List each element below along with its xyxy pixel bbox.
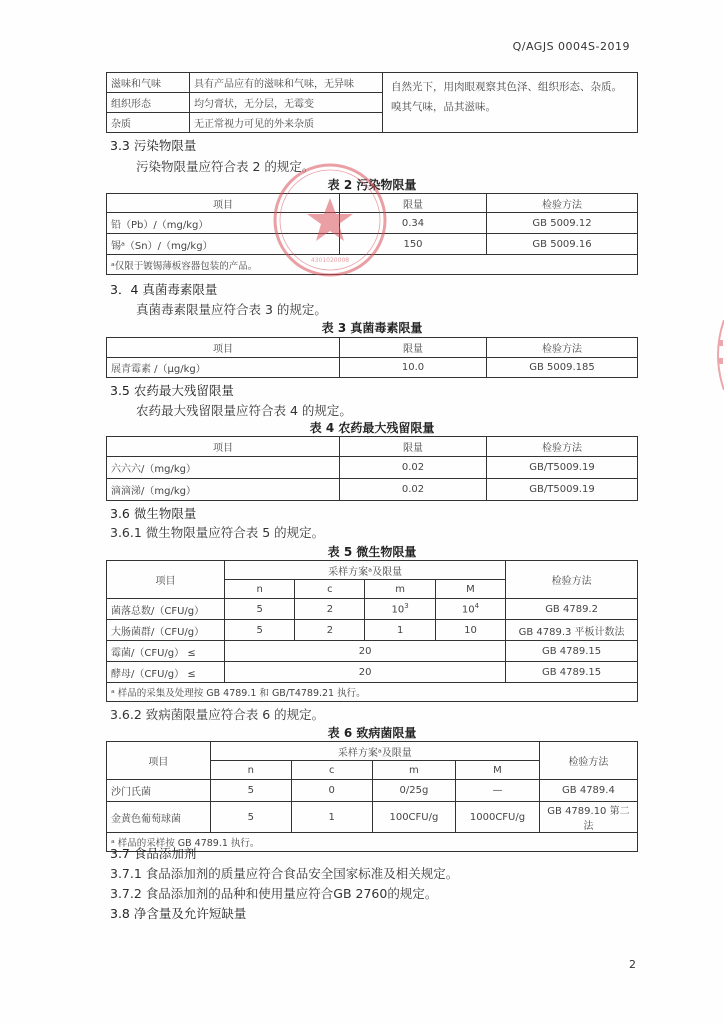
table-cell: —	[456, 780, 540, 802]
paragraph: 3.6.2 致病菌限量应符合表 6 的规定。	[110, 707, 325, 722]
table-subheader: m	[365, 580, 435, 599]
table-cell: 5	[225, 620, 295, 641]
table-cell: GB 4789.10 第二法	[539, 802, 637, 833]
table-header: 检验方法	[487, 194, 638, 213]
table-header: 项目	[107, 338, 340, 358]
table-header: 检验方法	[487, 338, 638, 358]
table-cell: 2	[295, 620, 365, 641]
table-cell: 金黄色葡萄球菌	[107, 802, 211, 833]
sensory-value: 具有产品应有的滋味和气味，无异味	[190, 73, 383, 93]
table-cell: 10	[435, 620, 505, 641]
table-caption: 表 5 微生物限量	[327, 545, 417, 559]
table-cell: 1000CFU/g	[456, 802, 540, 833]
table-header: 检验方法	[506, 561, 638, 599]
cell-exponent: 4	[474, 602, 480, 611]
table-cell: 20	[225, 662, 506, 683]
page-number: 2	[629, 958, 636, 971]
table-cell: 酵母/（CFU/g） ≤	[107, 662, 225, 683]
cell-base: 10	[461, 604, 475, 616]
table-cell: GB 5009.16	[487, 234, 638, 255]
table-note: ᵃ仅限于镀锡薄板容器包装的产品。	[107, 255, 638, 275]
sensory-label: 杂质	[107, 113, 190, 133]
section-heading: 3.8 净含量及允许短缺量	[110, 906, 247, 921]
mycotoxin-table	[106, 337, 638, 378]
table-subheader: m	[372, 761, 455, 780]
sensory-value: 均匀膏状，无分层，无霉变	[190, 93, 383, 113]
table-cell: 0	[291, 780, 372, 802]
table-subheader: M	[435, 580, 505, 599]
table-cell: 展青霉素 /（μg/kg）	[107, 358, 340, 378]
paragraph: 真菌毒素限量应符合表 3 的规定。	[136, 302, 327, 317]
table-cell: GB 4789.4	[539, 780, 637, 802]
paragraph: 农药最大残留限量应符合表 4 的规定。	[136, 403, 352, 418]
table-cell: GB 4789.15	[506, 662, 638, 683]
table-cell	[365, 599, 435, 620]
table-caption: 表 4 农药最大残留限量	[309, 421, 435, 435]
table-subheader: n	[225, 580, 295, 599]
table-subheader: n	[210, 761, 291, 780]
table-cell: GB 4789.3 平板计数法	[506, 620, 638, 641]
table-cell: 滴滴涕/（mg/kg）	[107, 479, 340, 501]
cell-exponent: 3	[404, 602, 409, 611]
table-cell: 5	[225, 599, 295, 620]
table-header: 采样方案ᵃ及限量	[210, 742, 539, 761]
table-cell: GB/T5009.19	[487, 457, 638, 479]
sensory-label: 组织形态	[107, 93, 190, 113]
table-cell: 菌落总数/（CFU/g）	[107, 599, 225, 620]
table-subheader: c	[295, 580, 365, 599]
table-header: 限量	[340, 194, 487, 213]
table-cell: 10.0	[340, 358, 487, 378]
table-cell: 150	[340, 234, 487, 255]
table-cell: GB/T5009.19	[487, 479, 638, 501]
table-cell: 0.34	[340, 213, 487, 234]
table-cell: GB 4789.2	[506, 599, 638, 620]
table-note: ᵃ 样品的采集及处理按 GB 4789.1 和 GB/T4789.21 执行。	[107, 683, 638, 702]
table-header: 检验方法	[539, 742, 637, 780]
pathogen-table	[106, 741, 638, 852]
table-cell: 1	[365, 620, 435, 641]
table-cell: 20	[225, 641, 506, 662]
microbe-table	[106, 560, 638, 702]
table-cell: 2	[295, 599, 365, 620]
pesticide-table	[106, 436, 638, 501]
svg-text:4301020008: 4301020008	[310, 257, 350, 264]
contaminant-table	[106, 193, 638, 275]
table-cell: 沙门氏菌	[107, 780, 211, 802]
table-note: ᵃ 样品的采样按 GB 4789.1 执行。	[107, 833, 638, 852]
paragraph: 污染物限量应符合表 2 的规定。	[136, 159, 315, 174]
sensory-label: 滋味和气味	[107, 73, 190, 93]
cell-base: 10	[391, 604, 405, 616]
table-cell: 0.02	[340, 457, 487, 479]
section-heading: 3．4 真菌毒素限量	[110, 282, 218, 297]
table-cell: GB 5009.12	[487, 213, 638, 234]
table-header: 项目	[107, 561, 225, 599]
edge-seal-icon	[712, 320, 724, 390]
table-header: 项目	[107, 742, 211, 780]
standard-code: Q/AGJS 0004S-2019	[512, 40, 630, 53]
sensory-value: 无正常视力可见的外来杂质	[190, 113, 383, 133]
table-cell: 霉菌/（CFU/g） ≤	[107, 641, 225, 662]
table-cell: GB 4789.15	[506, 641, 638, 662]
table-header: 项目	[107, 194, 340, 213]
paragraph: 3.7.1 食品添加剂的质量应符合食品安全国家标准及相关规定。	[110, 866, 459, 881]
paragraph: 3.7.2 食品添加剂的品种和使用量应符合GB 2760的规定。	[110, 886, 438, 901]
table-cell: 100CFU/g	[372, 802, 455, 833]
table-caption: 表 6 致病菌限量	[327, 726, 417, 740]
table-cell: 1	[291, 802, 372, 833]
table-cell: GB 5009.185	[487, 358, 638, 378]
table-caption: 表 3 真菌毒素限量	[321, 321, 423, 335]
section-heading: 3.3 污染物限量	[110, 138, 197, 153]
table-header: 限量	[340, 338, 487, 358]
table-header: 项目	[107, 437, 340, 457]
sensory-method: 自然光下，用肉眼观察其色泽、组织形态、杂质。嗅其气味，品其滋味。	[383, 73, 638, 133]
section-heading: 3.5 农药最大残留限量	[110, 383, 234, 398]
table-header: 采样方案ᵃ及限量	[225, 561, 506, 580]
sensory-table	[106, 72, 638, 133]
table-cell: 0.02	[340, 479, 487, 501]
section-heading: 3.7 食品添加剂	[110, 846, 197, 861]
table-cell	[435, 599, 505, 620]
table-header: 限量	[340, 437, 487, 457]
section-heading: 3.6 微生物限量	[110, 506, 197, 521]
table-subheader: M	[456, 761, 540, 780]
table-cell: 5	[210, 802, 291, 833]
table-header: 检验方法	[487, 437, 638, 457]
table-cell: 铅（Pb）/（mg/kg）	[107, 213, 340, 234]
table-cell: 0/25g	[372, 780, 455, 802]
table-cell: 锡ᵃ（Sn）/（mg/kg）	[107, 234, 340, 255]
table-cell: 六六六/（mg/kg）	[107, 457, 340, 479]
table-subheader: c	[291, 761, 372, 780]
table-cell: 大肠菌群/（CFU/g）	[107, 620, 225, 641]
table-cell: 5	[210, 780, 291, 802]
table-caption: 表 2 污染物限量	[327, 178, 417, 192]
paragraph: 3.6.1 微生物限量应符合表 5 的规定。	[110, 525, 325, 540]
